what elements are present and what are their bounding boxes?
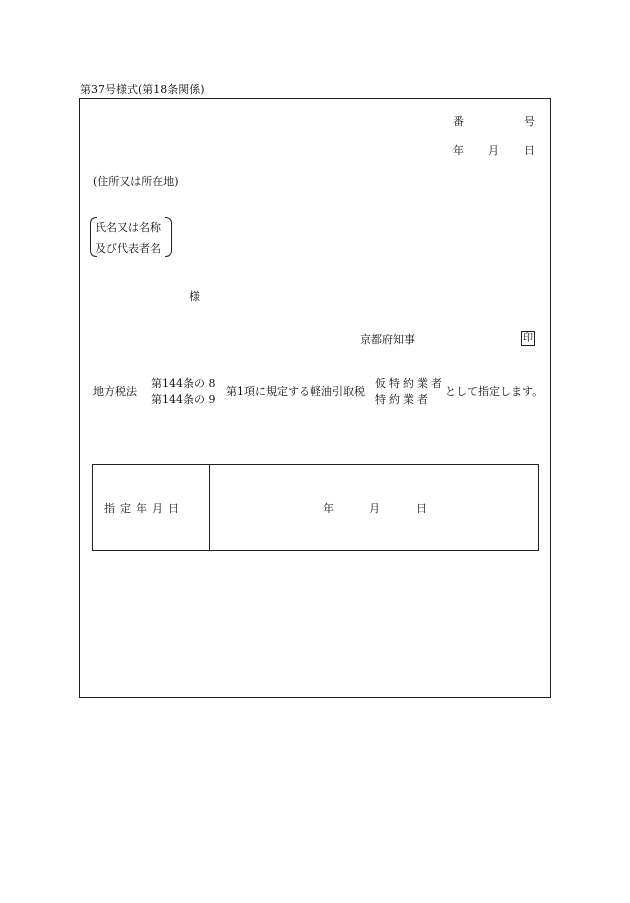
address-label: (住所又は所在地) — [93, 175, 179, 188]
number-label: 番 — [453, 115, 464, 128]
designation-suffix: として指定します。 — [445, 385, 544, 398]
issuer-title: 京都府知事 — [360, 333, 415, 346]
clause-text: 第1項に規定する軽油引取税 — [226, 385, 365, 398]
date-day-label: 日 — [524, 144, 535, 157]
law-name: 地方税法 — [93, 385, 137, 398]
designation-month-label: 月 — [369, 502, 380, 515]
number-suffix: 号 — [524, 115, 535, 128]
date-year-label: 年 — [453, 144, 464, 157]
article-option-1: 第144条の 8 — [151, 377, 216, 390]
honorific: 様 — [189, 290, 200, 303]
form-frame — [79, 98, 551, 698]
form-title: 第37号様式(第18条関係) — [80, 83, 205, 96]
date-month-label: 月 — [488, 144, 499, 157]
name-label-line2: 及び代表者名 — [95, 242, 161, 255]
seal-mark: 印 — [523, 333, 533, 344]
right-bracket — [165, 217, 172, 257]
designation-date-label: 指定年月日 — [104, 502, 184, 515]
designation-day-label: 日 — [416, 502, 427, 515]
article-option-2: 第144条の 9 — [151, 393, 216, 406]
type-option-2: 特約業者 — [375, 393, 431, 406]
table-divider — [209, 465, 210, 550]
type-option-1: 仮特約業者 — [375, 377, 445, 390]
designation-year-label: 年 — [323, 502, 334, 515]
name-label-line1: 氏名又は名称 — [95, 221, 161, 234]
